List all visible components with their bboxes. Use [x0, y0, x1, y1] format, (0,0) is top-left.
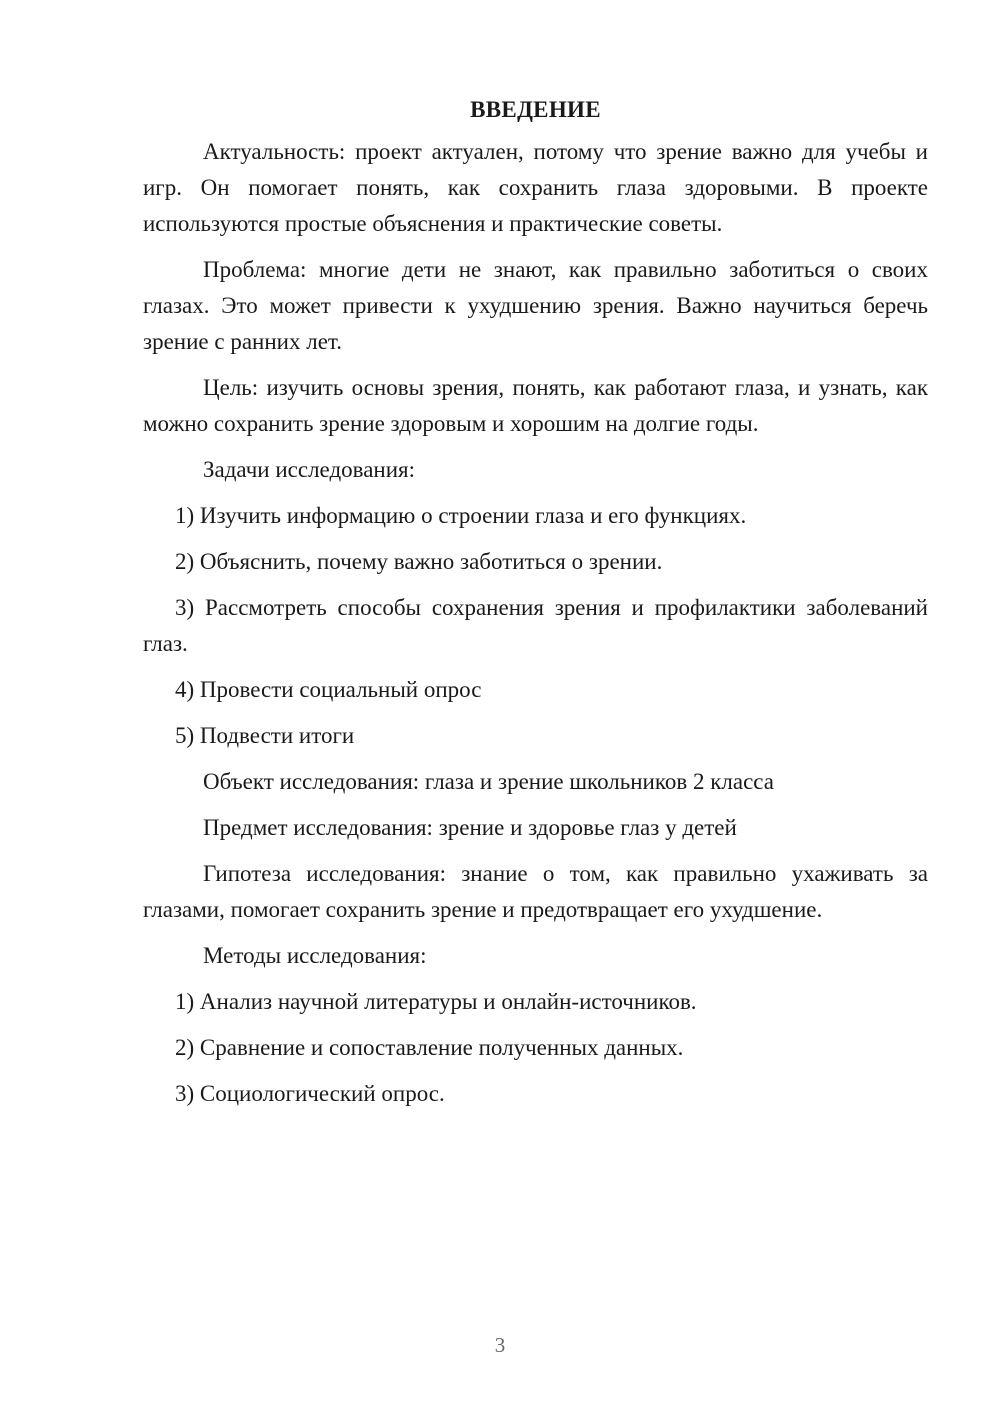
research-subject: Предмет исследования: зрение и здоровье глаз у детей: [203, 815, 737, 840]
task-item: 5) Подвести итоги: [175, 723, 355, 748]
relevance-paragraph: Актуальность: проект актуален, потому что зрение важно для учебы и игр. Он помогает понять, как сохранить глаза здоровыми. В проекте используются простые объяснения и практические советы.: [143, 139, 928, 236]
task-item: 1) Изучить информацию о строении глаза и его функциях.: [175, 503, 747, 528]
task-item: 4) Провести социальный опрос: [175, 677, 482, 702]
page-number: 3: [494, 1333, 506, 1357]
research-object: Объект исследования: глаза и зрение школьников 2 класса: [203, 769, 774, 794]
method-item: 3) Социологический опрос.: [175, 1081, 445, 1106]
task-item: 2) Объяснить, почему важно заботиться о зрении.: [175, 549, 663, 574]
method-item: 1) Анализ научной литературы и онлайн-источников.: [175, 989, 697, 1014]
research-hypothesis: Гипотеза исследования: знание о том, как правильно ухаживать за глазами, помогает сохранить зрение и предотвращает его ухудшение.: [143, 861, 928, 922]
method-item: 2) Сравнение и сопоставление полученных данных.: [175, 1035, 684, 1060]
problem-paragraph: Проблема: многие дети не знают, как правильно заботиться о своих глазах. Это может привести к ухудшению зрения. Важно научиться беречь зрение с ранних лет.: [143, 257, 928, 354]
task-item: 3) Рассмотреть способы сохранения зрения и профилактики заболеваний глаз.: [143, 595, 928, 656]
page-title: ВВЕДЕНИЕ: [470, 97, 601, 122]
goal-paragraph: Цель: изучить основы зрения, понять, как работают глаза, и узнать, как можно сохранить зрение здоровым и хорошим на долгие годы.: [143, 375, 928, 436]
tasks-heading: Задачи исследования:: [203, 457, 416, 482]
methods-heading: Методы исследования:: [203, 943, 427, 968]
document-page: [143, 92, 928, 1122]
